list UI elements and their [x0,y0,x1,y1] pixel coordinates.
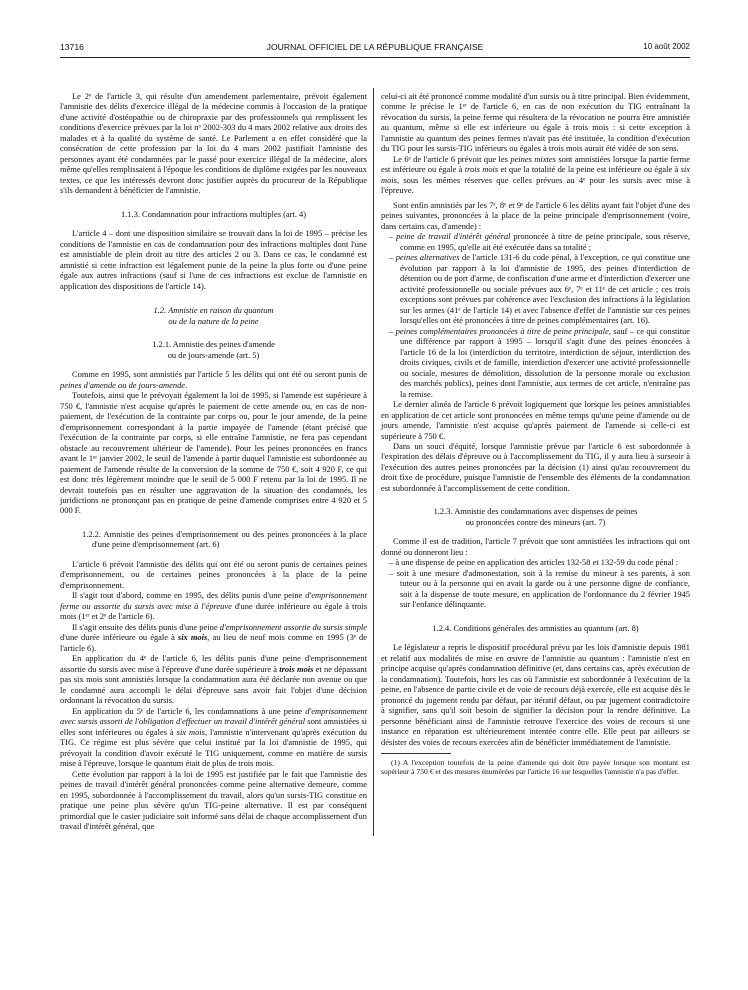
text: En application du 5ᵉ de l'article 6, les condamnations à une peine [72,705,306,716]
text: , sous les mêmes réserves que celles prévues au 4ᵉ pour les sursis avec mise à l'épreuve. [381,174,690,196]
text: sont amnistiées lorsque la partie ferme est inférieure ou égale à [381,153,690,175]
paragraph: L'article 6 prévoit l'amnistie des délits qui ont été ou seront punis de certaines peines d'emprisonnement, ou de certaines peines prononcées à la place de la peine d'emprisonnement. [60,558,367,590]
text: Il s'agit ensuite des délits punis d'une peine [72,621,220,632]
text: et ne dépassant pas six mois sont amnistiés lorsque la condamnation aura été déclarée non avenue ou que le condamné aura accompli le délai d'épreuve sans avoir fait l'objet d'une décision ordonnant la révocation du sursis. [60,663,367,706]
text: , au lieu de neuf mois comme en 1995 (3ᵉ de l'article 6). [60,632,367,653]
text: de l'article 131-6 du code pénal, à l'exception, ce qui constitue une évolution par rapport à la loi d'amnistie de 1995, des peines d'interdiction de détention ou de port d'arme, de confiscation d'une arme et d'interdiction d'exercer une activité professionnelle ou sociale prévues aux 6ᵉ, 7ᵉ et 11ᵉ de cet article ; ces trois exceptions sont prévues par cohérence avec l'exclusion des infractions à la législation sur les armes (41ᵉ de l'article 14) et avec l'absence d'effet de l'amnistie sur ces peines lorsqu'elles ont été prononcées à titre de peines complémentaires (art. 16). [400,252,691,326]
list-item [381,326,690,399]
paragraph: L'article 4 – dont une disposition similaire se trouvait dans la loi de 1995 – précise les conditions de l'amnistie en cas de condamnation pour des infractions multiples dont l'une est amnistiable de plein droit au titre des articles 2 ou 3. Dans ce cas, le condamné est amnistié si cette infraction est légalement punie de la peine la plus forte ou d'une peine égale aux autres infractions (sauf si l'une de ces infractions est exclue de l'amnistie en application des dispositions de l'article 14). [60,228,367,291]
text: En application du 4ᵉ de l'article 6, les délits punis d'une peine d'emprisonnement assortie du sursis avec mise à l'épreuve d'une durée supérieure à [60,653,367,674]
paragraph: Toutefois, ainsi que le prévoyait également la loi de 1995, si l'amende est supérieure à 750 €, l'amnistie n'est acquise qu'après le paiement de cette amende ou, en cas de non-paiement, de l'exécution de la contrainte par corps ou, pour le jour amende, de la peine d'emprisonnement correspondant à la partie impayée de l'amende (étant précisé que l'exécution de la contrainte par corps, si elle entraîne l'amnistie, ne fera pas cependant obstacle au recouvrement ultérieur de l'amende). Pour les peines prononcées en francs avant le 1ᵉʳ janvier 2002, le seuil de l'amende à partir duquel l'amnistie est subordonnée au paiement de l'amende résulte de la conversion de la somme de 750 €, soit 4 920 F, ce qui est donc très légèrement moindre que le seuil de 5 000 F retenu par la loi de 1995. Il ne devrait toutefois pas en résulter une aggravation de la situation des condamnés, les juridictions ne prononçant pas en pratique de peine d'amende comprises entre 4 920 et 5 000 F. [60,390,367,516]
section-heading-1-2-3 [381,506,690,527]
paragraph [60,622,367,653]
text: Le 6ᵉ de l'article 6 prévoit que les [393,153,511,164]
heading-line: ou prononcées contre des mineurs (art. 7) [465,516,606,527]
italic-text: trois mois [464,164,499,175]
dash-bullet: – [389,252,394,263]
italic-text: six mois [381,164,690,185]
italic-text: six mois [176,726,205,737]
paragraph: Sont enfin amnistiés par les 7ᵉ, 8ᵉ et 9ᵉ de l'article 6 les délits ayant fait l'objet d'une des peines suivantes, prononcées à la place de la peine principale d'emprisonnement (voire, dans certains cas, d'amende) : [381,199,690,231]
italic-text: peines alternatives [395,252,460,263]
italic-text: peines mixtes [510,153,556,164]
text: d'une durée inférieure ou égale à [60,632,178,643]
dash-bullet: – [389,567,394,578]
section-heading-1-2-4: 1.2.4. Conditions générales des amnisties au quantum (art. 8) [432,622,639,633]
page-header [60,40,690,54]
paragraph [60,706,367,769]
italic-text: peine de travail d'intérêt général [396,231,511,242]
paragraph [60,369,367,390]
list-item [381,557,690,567]
footnote: (1) A l'exception toutefois de la peine d'amende qui doit être payée lorsque son montant est supérieur à 750 € et des mesures énumérées par l'article 16 sur lesquelles l'amnistie n'a pas d'effet. [381,758,690,777]
text: et que la totalité de la peine est inférieure ou égale à [498,164,681,175]
text: Comme en 1995, sont amnistiés par l'article 5 les délits qui ont été ou seront punis de [72,369,367,380]
paragraph: Comme il est de tradition, l'article 7 prévoit que sont amnistiées les infractions qui ont donné ou donneront lieu : [381,536,690,557]
italic-text: d'emprisonnement ferme ou assortie du sursis avec mise à l'épreuve [60,590,367,611]
paragraph: Le 2ᵉ de l'article 3, qui résulte d'un amendement parlementaire, prévoit également l'amnistie des délits d'exercice illégal de la médecine commis à l'occasion de la pratique d'une activité d'ostéopathie ou de chiropraxie par des professionnels qui remplissent les conditions d'exercice prévues par la loi nᵒ 2002-303 du 4 mars 2002 relative aux droits des malades et à la qualité du système de santé. Le Parlement a en effet considéré que la consécration de cette profession par la loi du 4 mars 2002 justifiait l'amnistie des personnes ayant été condamnées par le passé pour exercice illégal de la médecine, alors même qu'elles remplissaient à l'époque les conditions de diplôme exigées par les nouveaux textes, ce que les intéressés devront donc justifier auprès du procureur de la République s'ils demandent à bénéficier de l'amnistie. [60,91,367,196]
italic-text: d'emprisonnement avec sursis assorti de l'obligation d'effectuer un travail d'intérêt général [60,705,367,727]
text: . [185,379,188,390]
section-heading-1-2-1 [60,339,367,360]
right-column [381,91,690,777]
text: Il s'agit tout d'abord, comme en 1995, des délits punis d'une peine [72,590,306,601]
list-item [381,231,690,252]
paragraph: Dans un souci d'équité, lorsque l'amnistie prévue par l'article 6 est subordonnée à l'expiration des délais d'épreuve ou à l'accomplissement du TIG, il y aura lieu à surseoir à l'exécution des autres peines prononcées par la décision (1) ainsi qu'au recouvrement du droit fixe de procédure, puisque l'amnistie de l'ensemble des éléments de la condamnation est subordonnée à l'accomplissement de cette condition. [381,440,690,493]
paragraph: Le législateur a repris le dispositif procédural prévu par les lois d'amnistie depuis 1981 et relatif aux modalités de mise en œuvre de l'amnistie au quantum : l'amnistie n'est en principe acquise qu'après condamnation définitive (et, dans certains cas, après exécution de la condamnation). Toutefois, hors les cas où l'amnistie est subordonnée à l'exécution de la peine, en l'absence de partie civile et de voie de recours déjà exercée, elle est acquise dès le prononcé du jugement rendu par défaut, par itératif défaut, ou par jugement contradictoire à signifier, sans qu'il soit besoin de signifier la décision pour la rendre définitive. La personne bénéficiant ainsi de l'amnistie retrouve l'exercice des voies de recours si une instance en réparation est ultérieurement intentée contre elle. Elle peut par ailleurs se désister des voies de recours exercées afin de bénéficier immédiatement de l'amnistie. [381,642,690,747]
text: soit à une mesure d'admonestation, soit à la remise du mineur à ses parents, à son tuteur ou à la personne qui en avait la garde ou à une personne digne de confiance, soit à la dispense de toute mesure, en application de l'ordonnance du 2 février 1945 sur l'enfance délinquante. [396,567,691,610]
paragraph [381,154,690,196]
italic-text: peines d'amende ou de jours-amende [60,379,186,390]
italic-text: d'emprisonnement assortie du sursis simple [219,621,367,632]
heading-line: 1.2.3. Amnistie des condamnations avec dispenses de peines [433,506,638,517]
section-heading-1-2-2: 1.2.2. Amnistie des peines d'emprisonnement ou des peines prononcées à la place d'une peine d'emprisonnement (art. 6) [82,528,367,550]
heading-line: ou de la nature de la peine [168,315,259,326]
paragraph [60,653,367,705]
heading-line: 1.2.1. Amnistie des peines d'amende [152,339,275,350]
bold-italic-text: trois mois [279,663,314,674]
page-number: 13716 [60,42,84,52]
text: , sauf – ce qui constitue une différence par rapport à 1995 – lorsqu'il s'agit d'une des peines énoncées à l'article 16 de la loi (interdiction du territoire, interdiction de séjour, interdiction des droits civiques, civils et de famille, interdiction d'exercer une activité professionnelle ou sociale, mesures de démolition, dissolution de la personne morale ou exclusion des marchés publics), peines dont l'amnistie, aux termes de cet article, n'entraîne pas la remise. [400,325,691,399]
list-item [381,568,690,610]
section-heading-1-2 [60,305,367,326]
column-divider [373,88,374,836]
journal-title: JOURNAL OFFICIEL DE LA RÉPUBLIQUE FRANÇAISE [266,42,484,52]
left-column [60,91,367,832]
heading-line: ou de jours-amende (art. 5) [167,349,260,360]
paragraph: Le dernier alinéa de l'article 6 prévoit logiquement que lorsque les peines amnistiables en application de cet article sont prononcées en même temps qu'une peine d'amende ou de jours amende, l'amnistie n'est acquise qu'après paiement de l'amende si celle-ci est supérieure à 750 €. [381,399,690,441]
dash-bullet: – [389,325,394,336]
italic-text: peines complémentaires prononcées à titre de peine principale [395,325,609,336]
section-heading-1-1-3: 1.1.3. Condamnation pour infractions multiples (art. 4) [120,208,307,219]
issue-date: 10 août 2002 [643,42,690,51]
text: , l'amnistie n'intervenant qu'après exécution du TIG. Ce régime est plus sévère que celui institué par la loi d'amnistie de 1995, qui prévoyait la condition d'avoir exécuté le TIG uniquement, comme en matière de sursis mise à l'épreuve, lorsque le quantum était de plus de trois mois. [60,726,368,769]
heading-line: 1.2. Amnistie en raison du quantum [153,305,274,316]
text: d'une durée inférieure ou égale à trois mois (1ᵉʳ et 2ᵉ de l'article 6). [60,600,367,622]
text: sont amnistiées si elles sont inférieures ou égales à [60,716,368,737]
dash-bullet: – [389,557,394,568]
text: prononcée à titre de peine principale, sous réserve, comme en 1995, qu'elle ait été exécutée dans sa totalité ; [400,231,690,252]
header-rule [60,57,690,58]
paragraph: Cette évolution par rapport à la loi de 1995 est justifiée par le fait que l'amnistie des peines de travail d'intérêt général prononcées comme peine alternative demeure, comme en 1995, subordonnée à l'accomplissement du travail, alors qu'un sursis-TIG constitue en pratique une peine plus sévère qu'un TIG-peine alternative. Il est par conséquent primordial que le casier judiciaire soit informé sans délai de chaque accomplissement d'un travail d'intérêt général, que [60,768,367,832]
list-item [381,252,690,325]
paragraph [60,590,367,621]
bold-italic-text: six mois [177,632,208,643]
text: à une dispense de peine en application des articles 132-58 et 132-59 du code pénal : [395,557,679,568]
paragraph: celui-ci ait été prononcé comme modalité d'un sursis ou à titre principal. Bien évidemment, comme le précise le 1ᵉʳ de l'article 6, en cas de non exécution du TIG entraînant la révocation du sursis, la peine ferme qui résultera de la révocation ne pourra être amnistiée au quantum, même si elle est inférieure ou égale à trois mois : si cette exception à l'amnistie au quantum des peines fermes n'avait pas été instituée, la condition d'exécution du TIG pour les sursis-TIG inférieurs ou égales à trois mois aurait été vidée de son sens. [381,91,690,154]
dash-bullet: – [389,231,394,242]
footnote-rule [381,753,451,754]
